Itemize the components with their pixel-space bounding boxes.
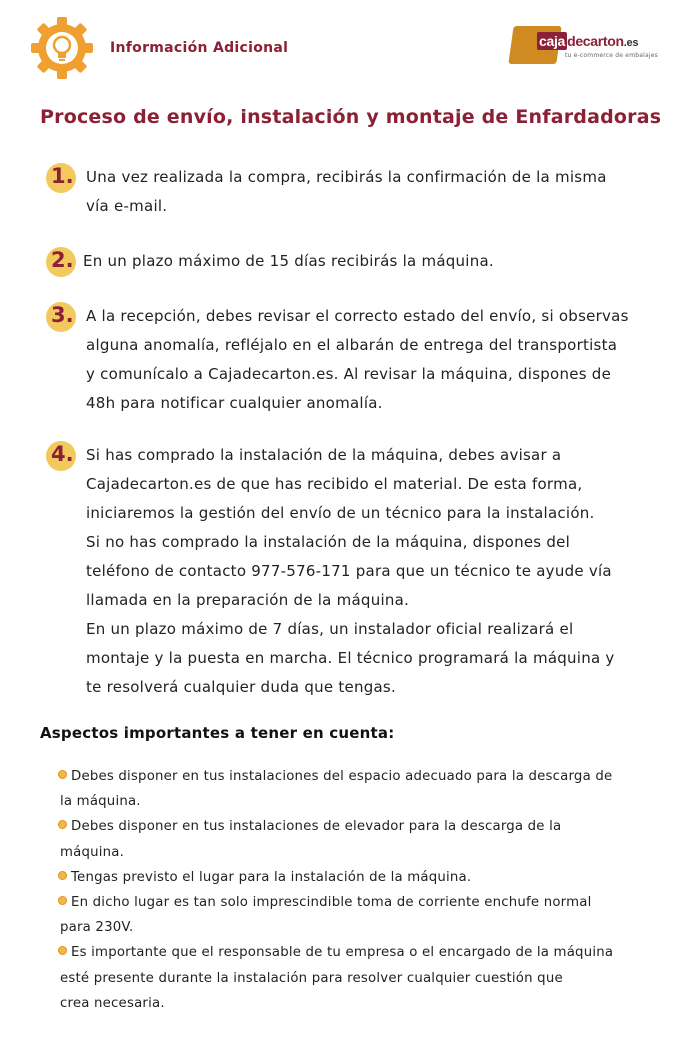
aspect-continuation: máquina.: [60, 844, 125, 860]
step-line: Si has comprado la instalación de la máquina, debes avisar a: [86, 446, 562, 464]
aspect-text: Es importante que el responsable de tu empresa o el encargado de la máquina: [71, 945, 614, 961]
aspects-title: Aspectos importantes a tener en cuenta:: [40, 724, 395, 742]
aspect-text: Debes disponer en tus instalaciones del espacio adecuado para la descarga de: [71, 769, 613, 784]
header-label: Información Adicional: [110, 40, 289, 56]
page-title: Proceso de envío, instalación y montaje de Enfardadoras: [40, 106, 662, 128]
step-number: 2.: [51, 248, 74, 272]
step-line: Cajadecarton.es de que has recibido el material. De esta forma,: [86, 475, 583, 493]
aspect-continuation: la máquina.: [60, 794, 141, 810]
aspect-text: En dicho lugar es tan solo imprescindible toma de corriente enchufe normal: [71, 895, 592, 911]
step-line: Una vez realizada la compra, recibirás la confirmación de la misma: [86, 168, 607, 186]
bullet-icon: [58, 896, 67, 905]
step-text: [86, 302, 629, 418]
step-line: A la recepción, debes revisar el correcto estado del envío, si observas: [86, 307, 629, 325]
step-number: 1.: [51, 164, 74, 188]
step-text: [83, 247, 494, 276]
aspect-continuation: para 230V.: [60, 920, 134, 936]
aspect-item: [58, 890, 613, 915]
step-line: alguna anomalía, refléjalo en el albarán de entrega del transportista: [86, 336, 618, 354]
step-text: [86, 441, 615, 702]
header: [0, 0, 676, 100]
aspect-item: [58, 865, 613, 890]
logo-text: [537, 33, 638, 49]
step-line: 48h para notificar cualquier anomalía.: [86, 394, 383, 412]
step-number: 4.: [51, 442, 74, 466]
step-line: iniciaremos la gestión del envío de un técnico para la instalación.: [86, 504, 595, 522]
logo-tagline: tu e-commerce de embalajes: [565, 52, 658, 59]
aspect-continuation: esté presente durante la instalación para resolver cualquier cuestión que: [60, 970, 563, 986]
aspect-text: Tengas previsto el lugar para la instalación de la máquina.: [71, 869, 472, 885]
step-line: llamada en la preparación de la máquina.: [86, 591, 410, 609]
step-line: y comunícalo a Cajadecarton.es. Al revisar la máquina, dispones de: [86, 365, 612, 383]
logo-part-decarton: decarton: [567, 33, 624, 49]
aspect-text: Debes disponer en tus instalaciones de elevador para la descarga de la: [71, 819, 562, 835]
bullet-icon: [58, 871, 67, 880]
lightbulb-gear-icon: [28, 14, 96, 82]
aspect-item: [58, 940, 613, 965]
aspect-item: [58, 814, 613, 839]
step-line: En un plazo máximo de 7 días, un instalador oficial realizará el: [86, 620, 574, 638]
step-line: montaje y la puesta en marcha. El técnico programará la máquina y: [86, 649, 615, 667]
bullet-icon: [58, 946, 67, 955]
step-line: vía e-mail.: [86, 197, 168, 215]
cajadecarton-logo: [511, 24, 661, 70]
step-line: te resolverá cualquier duda que tengas.: [86, 678, 397, 696]
bullet-icon: [58, 820, 67, 829]
step-line: En un plazo máximo de 15 días recibirás la máquina.: [83, 252, 494, 270]
step-number: 3.: [51, 303, 74, 327]
bullet-icon: [58, 770, 67, 779]
aspect-continuation: crea necesaria.: [60, 995, 165, 1011]
aspects-list: [58, 764, 613, 1016]
aspect-item: [58, 764, 613, 789]
step-line: Si no has comprado la instalación de la máquina, dispones del: [86, 533, 571, 551]
step-line: teléfono de contacto 977-576-171 para que un técnico te ayude vía: [86, 562, 612, 580]
logo-part-es: .es: [623, 37, 639, 49]
logo-part-caja: caja: [539, 33, 566, 49]
step-text: [86, 163, 607, 221]
